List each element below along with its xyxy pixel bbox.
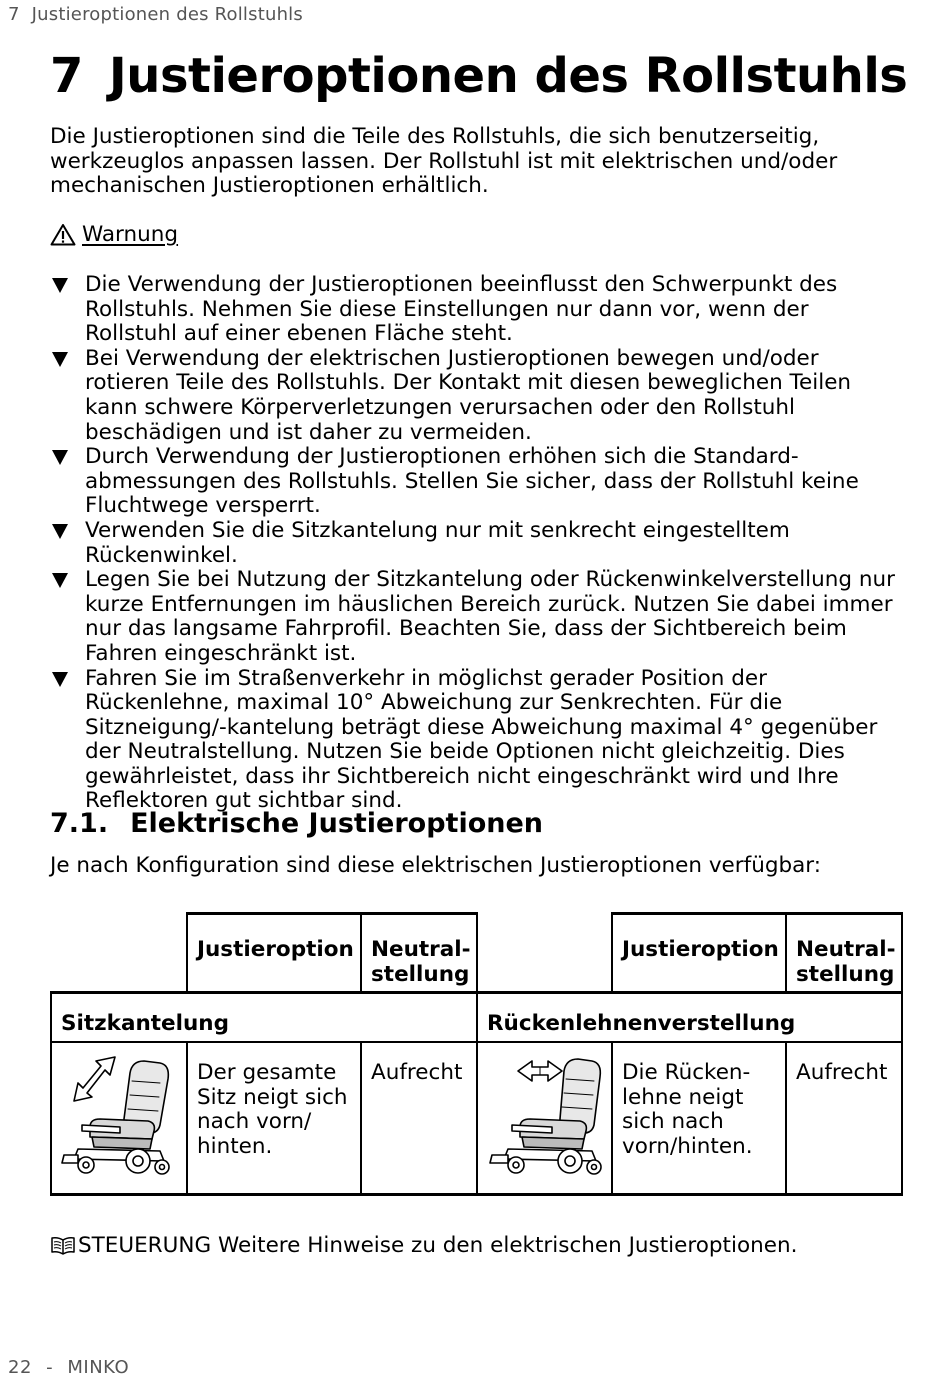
neutral-position-value: Aufrecht	[371, 1060, 463, 1085]
table-rule	[360, 1041, 362, 1196]
column-header-neutral	[371, 938, 471, 987]
list-item	[50, 445, 905, 519]
section-lead: Je nach Konfiguration sind diese elektrischen Justieroptionen verfügbar:	[50, 853, 821, 878]
table-rule	[360, 912, 362, 993]
table-rule	[187, 912, 477, 915]
bullet-triangle-icon	[52, 672, 68, 687]
running-head-title: Justieroptionen des Rollstuhls	[31, 4, 303, 25]
bullet-triangle-icon	[52, 524, 68, 539]
table-rule	[186, 1041, 188, 1196]
list-item	[50, 519, 905, 568]
column-header-neutral-line: stellung	[371, 961, 470, 987]
table-rule	[476, 912, 478, 1196]
column-header-option: Justieroption	[197, 937, 354, 962]
section-title: Elektrische Justieroptionen	[130, 808, 544, 839]
list-item-text: Die Verwendung der Justieroptionen beeinflusst den Schwerpunkt des Rollstuhls. Nehmen Sie diese Einstellungen nur dann vor, wenn der Rollstuhl auf einer ebenen Fläche steht.	[85, 272, 838, 347]
table-rule	[611, 912, 903, 915]
running-head	[8, 4, 303, 25]
group-title-backrest: Rückenlehnenverstellung	[487, 1011, 796, 1036]
section-heading	[50, 808, 543, 839]
table-rule	[785, 1041, 787, 1196]
page-footer	[8, 1357, 129, 1378]
description-line: lehne neigt	[622, 1084, 744, 1110]
list-item	[50, 347, 905, 445]
bullet-triangle-icon	[52, 278, 68, 293]
cross-reference-note	[50, 1233, 797, 1258]
chapter-title: Justieroptionen des Rollstuhls	[108, 48, 908, 104]
table-rule	[611, 912, 613, 993]
list-item-text: Bei Verwendung der elektrischen Justieroptionen bewegen und/oder rotieren Teile des Rollstuhls. Der Kontakt mit diesen beweglichen Teilen kann schwere Körperverletzungen verursachen oder den Rollstuhl beschädigen und ist daher zu vermeiden.	[85, 345, 852, 445]
bullet-triangle-icon	[52, 450, 68, 465]
description-line: vorn/hinten.	[622, 1133, 753, 1159]
table-rule	[611, 1041, 613, 1196]
section-number: 7.1.	[50, 808, 109, 839]
adjustment-options-table	[50, 912, 903, 1196]
group-title-seat-tilt: Sitzkantelung	[61, 1011, 229, 1036]
warning-text: Warnung	[82, 222, 179, 247]
table-rule	[50, 991, 52, 1196]
description-line: Der gesamte	[197, 1060, 337, 1085]
table-rule	[901, 912, 903, 1196]
description-line: hinten.	[197, 1133, 273, 1159]
wheelchair-backrest-recline-icon	[488, 1055, 606, 1177]
chapter-number: 7	[50, 48, 83, 104]
description-line: Sitz neigt sich	[197, 1084, 348, 1110]
chapter-heading	[50, 48, 907, 104]
description-line: sich nach	[622, 1109, 724, 1135]
footer-separator: -	[46, 1357, 54, 1378]
description-line: Die Rücken-	[622, 1060, 751, 1085]
option-description	[622, 1061, 753, 1159]
book-icon	[50, 1236, 76, 1256]
bullet-triangle-icon	[52, 352, 68, 367]
column-header-neutral-line: stellung	[796, 961, 895, 987]
list-item	[50, 667, 905, 815]
wheelchair-seat-tilt-icon	[60, 1055, 176, 1177]
product-name: MINKO	[67, 1357, 130, 1378]
page-number: 22	[8, 1357, 32, 1378]
list-item-text: Fahren Sie im Straßenverkehr in möglichst gerader Position der Rückenlehne, maximal 10° Abweichung zur Senkrechten. Für die Sitzneigung/-kantelung beträgt diese Abweichung maximal 4° gegenüber der Neutralstellung. Nutzen Sie beide Optionen nicht gleichzeitig. Dies gewährleistet, dass ihr Sichtbereich nicht eingeschränkt wird und Ihre Reflektoren gut sichtbar sind.	[85, 665, 878, 814]
column-header-neutral	[796, 938, 896, 987]
list-item-text: Verwenden Sie die Sitzkantelung nur mit senkrecht eingestelltem Rückenwinkel.	[85, 517, 790, 568]
list-item	[50, 273, 905, 347]
column-header-neutral-line: Neutral-	[371, 937, 471, 962]
warning-list	[50, 273, 905, 814]
table-rule	[785, 912, 787, 993]
warning-triangle-icon	[50, 223, 76, 246]
bullet-triangle-icon	[52, 573, 68, 588]
warning-label	[50, 222, 178, 247]
table-rule	[186, 912, 188, 993]
option-description	[197, 1061, 348, 1159]
description-line: nach vorn/	[197, 1109, 312, 1135]
neutral-position-value: Aufrecht	[796, 1060, 888, 1085]
column-header-option: Justieroption	[622, 937, 779, 962]
intro-paragraph: Die Justieroptionen sind die Teile des Rollstuhls, die sich benutzerseitig, werkzeuglos anpassen lassen. Der Rollstuhl ist mit elektrischen und/oder mechanischen Justieroptionen erhältlich.	[50, 124, 838, 199]
list-item-text: Legen Sie bei Nutzung der Sitzkantelung oder Rückenwinkelverstellung nur kurze Entfernungen im häuslichen Bereich zurück. Nutzen Sie dabei immer nur das langsame Fahrprofil. Beachten Sie, dass der Sichtbereich beim Fahren eingeschränkt ist.	[85, 567, 895, 666]
running-head-number: 7	[8, 4, 20, 25]
list-item	[50, 568, 905, 666]
list-item-text: Durch Verwendung der Justieroptionen erhöhen sich die Standardabmessungen des Rollstuhls. Stellen Sie sicher, dass der Rollstuhl keine Fluchtwege versperrt.	[85, 444, 859, 519]
cross-reference-text: STEUERUNG Weitere Hinweise zu den elektrischen Justieroptionen.	[78, 1233, 798, 1258]
column-header-neutral-line: Neutral-	[796, 937, 896, 962]
